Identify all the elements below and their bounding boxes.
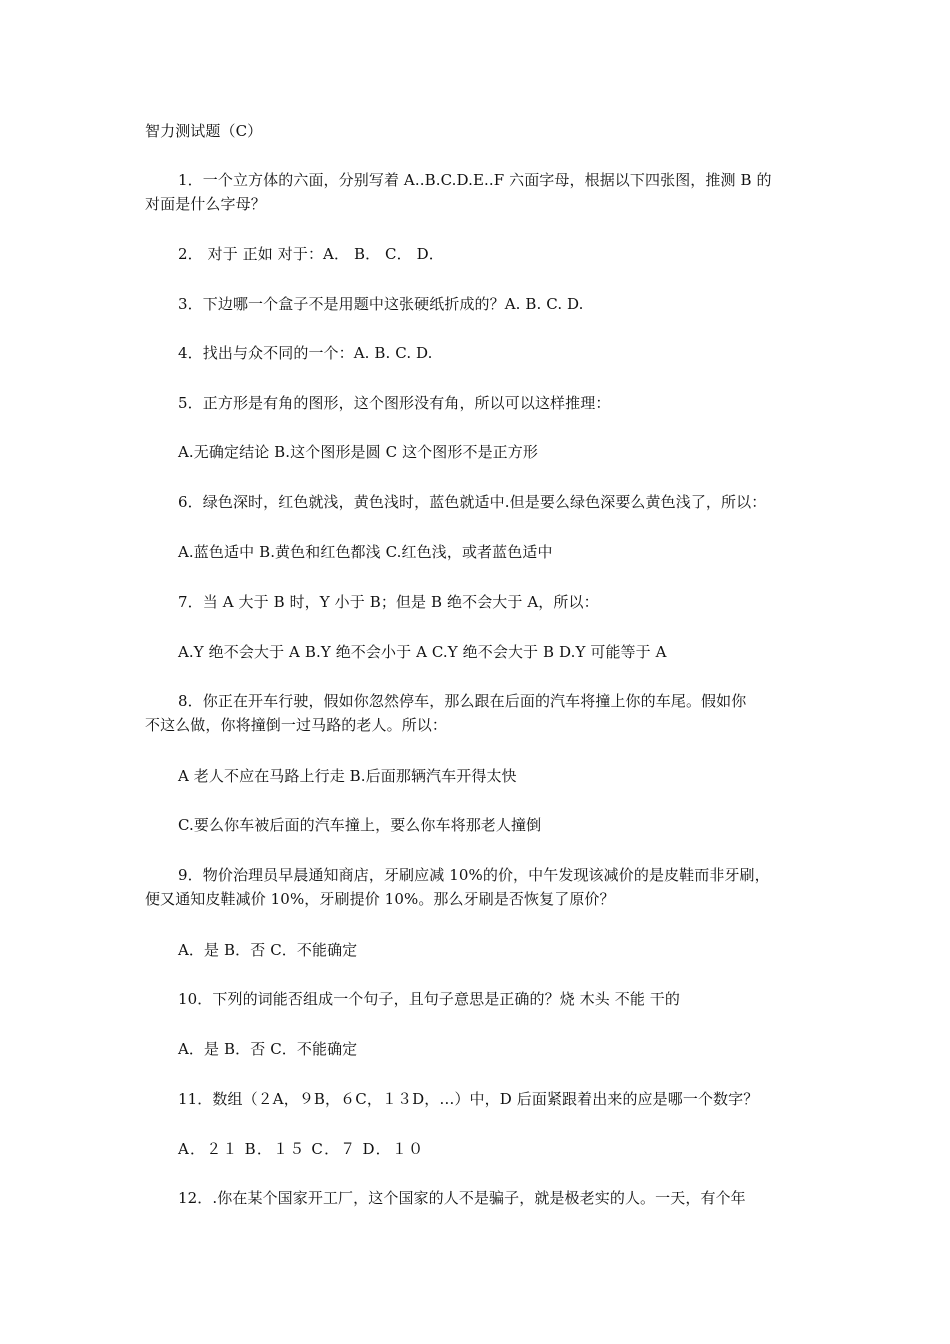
question-1-line-2: 对面是什么字母？	[145, 195, 266, 213]
question-6: 6．绿色深时，红色就浅，黄色浅时，蓝色就适中.但是要么绿色深要么黄色浅了，所以：	[178, 493, 767, 511]
question-9-options: A．是 B．否 C．不能确定	[178, 941, 358, 959]
question-9-line-1: 9．物价治理员早晨通知商店，牙刷应减 10%的价，中午发现该减价的是皮鞋而非牙刷，	[178, 866, 770, 884]
question-2: 2． 对于 正如 对于：A． B． C． D．	[178, 245, 444, 263]
question-3: 3．下边哪一个盒子不是用题中这张硬纸折成的？A. B. C. D.	[178, 295, 584, 313]
question-4: 4．找出与众不同的一个：A. B. C. D.	[178, 344, 433, 362]
question-5-options: A.无确定结论 B.这个图形是圆 C 这个图形不是正方形	[178, 443, 538, 461]
question-10-options: A．是 B．否 C．不能确定	[178, 1040, 358, 1058]
document-title: 智力测试题（C）	[145, 122, 263, 140]
question-7-options: A.Y 绝不会大于 A B.Y 绝不会小于 A C.Y 绝不会大于 B D.Y 可能等于 A	[178, 643, 667, 661]
question-8-option-ab: A 老人不应在马路上行走 B.后面那辆汽车开得太快	[178, 767, 517, 785]
question-11-options: A．２１ B．１５ C．７ D．１０	[178, 1140, 425, 1158]
question-7: 7．当 A 大于 B 时，Y 小于 B；但是 B 绝不会大于 A，所以：	[178, 593, 599, 611]
question-9-line-2: 便又通知皮鞋减价 10%，牙刷提价 10%。那么牙刷是否恢复了原价？	[145, 890, 615, 908]
question-1-line-1: 1．一个立方体的六面，分别写着 A..B.C.D.E..F 六面字母，根据以下四张图，推测 B 的	[178, 171, 772, 189]
question-8-line-1: 8．你正在开车行驶，假如你忽然停车，那么跟在后面的汽车将撞上你的车尾。假如你	[178, 692, 747, 710]
question-6-options: A.蓝色适中 B.黄色和红色都浅 C.红色浅，或者蓝色适中	[178, 543, 553, 561]
question-8-line-2: 不这么做，你将撞倒一过马路的老人。所以：	[145, 716, 448, 734]
question-5: 5．正方形是有角的图形，这个图形没有角，所以可以这样推理：	[178, 394, 611, 412]
question-8-option-c: C.要么你车被后面的汽车撞上，要么你车将那老人撞倒	[178, 816, 542, 834]
question-12: 12．.你在某个国家开工厂，这个国家的人不是骗子，就是极老实的人。一天，有个年	[178, 1189, 746, 1207]
question-10: 10．下列的词能否组成一个句子，且句子意思是正确的？烧 木头 不能 干的	[178, 990, 680, 1008]
question-11: 11．数组（２A，９B，６C，１３D，…）中，D 后面紧跟着出来的应是哪一个数字？	[178, 1090, 759, 1108]
